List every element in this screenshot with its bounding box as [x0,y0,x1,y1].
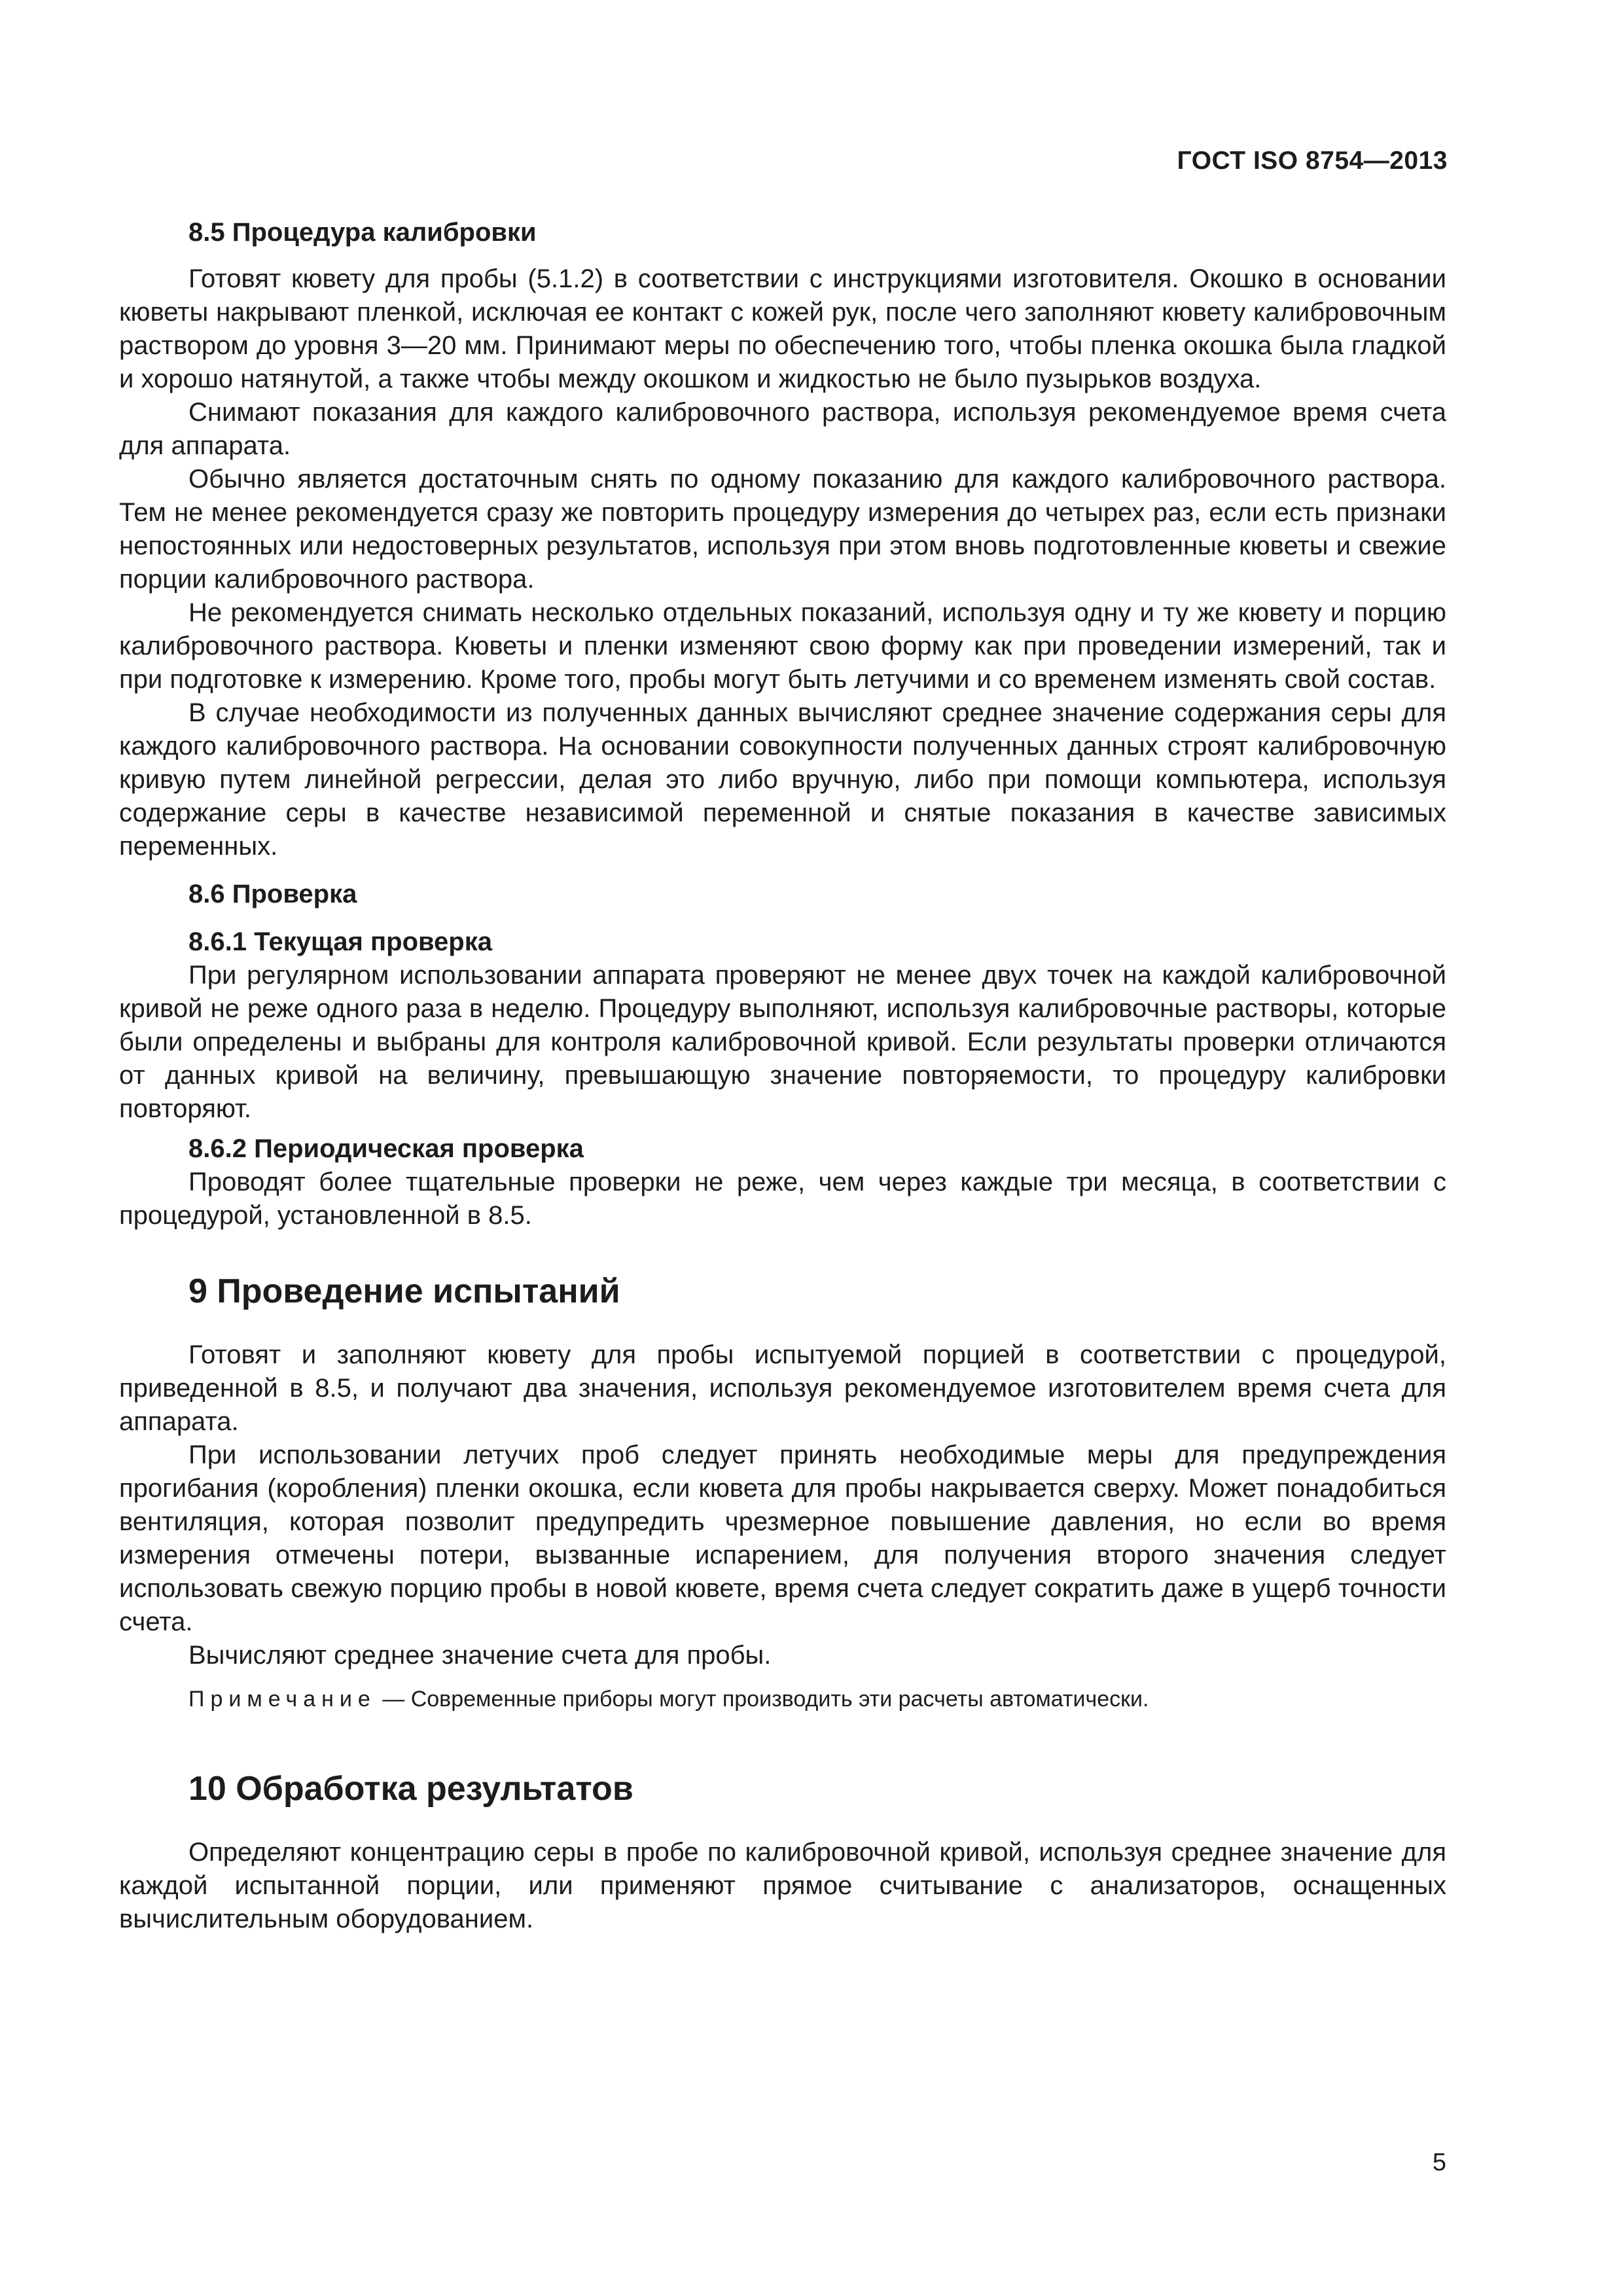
section-8-5-paragraph-1: Готовят кювету для пробы (5.1.2) в соответствии с инструкциями изготовителя. Окошко в основании кюветы накрывают пленкой, исключая ее контакт с кожей рук, после чего заполняют кювету калибровочным раствором до уровня 3—20 мм. Принимают меры по обеспечению того, чтобы пленка окошка была гладкой и хорошо натянутой, а также чтобы между окошком и жидкостью не было пузырьков воздуха. [119,264,1446,393]
section-8-6-1-paragraph: При регулярном использовании аппарата проверяют не менее двух точек на каждой калибровочной кривой не реже одного раза в неделю. Процедуру выполняют, используя калибровочные растворы, которые были определены и выбраны для контроля калибровочной кривой. Если результаты проверки отличаются от данных кривой на величину, превышающую значение повторяемости, то процедуру калибровки повторяют. [119,961,1446,1123]
section-8-6-2-heading: 8.6.2 Периодическая проверка [188,1134,584,1163]
section-10-paragraph: Определяют концентрацию серы в пробе по калибровочной кривой, используя среднее значение для каждой испытанной порции, или применяют прямое считывание с анализаторов, оснащенных вычислительным оборудованием. [119,1838,1446,1933]
section-8-5-paragraph-5: В случае необходимости из полученных данных вычисляют среднее значение содержания серы для каждого калибровочного раствора. На основании совокупности полученных данных строят калибровочную кривую путем линейной регрессии, делая это либо вручную, либо при помощи компьютера, используя содержание серы в качестве независимой переменной и снятые показания в качестве зависимых переменных. [119,698,1446,861]
note-text: — Современные приборы могут производить эти расчеты автоматически. [376,1687,1149,1712]
section-8-5-paragraph-4: Не рекомендуется снимать несколько отдельных показаний, используя одну и ту же кювету и порцию калибровочного раствора. Кюветы и пленки изменяют свою форму как при проведении измерений, так и при подготовке к измерению. Кроме того, пробы могут быть летучими и со временем изменять свой состав. [119,598,1446,694]
section-8-6-heading: 8.6 Проверка [188,880,357,908]
section-8-6-1-heading: 8.6.1 Текущая проверка [188,927,493,956]
section-8-6-2-paragraph: Проводят более тщательные проверки не реже, чем через каждые три месяца, в соответствии с процедурой, установленной в 8.5. [119,1168,1446,1230]
section-9-paragraph-3: Вычисляют среднее значение счета для пробы. [188,1641,772,1670]
document-body [119,216,1446,1936]
section-8-5-paragraph-2: Снимают показания для каждого калибровочного раствора, используя рекомендуемое время счета для аппарата. [119,398,1446,460]
note-label: Примечание [188,1687,376,1712]
document-code-header: ГОСТ ISO 8754—2013 [1177,147,1448,175]
page-number: 5 [1432,2149,1446,2176]
section-10-heading: 10 Обработка результатов [188,1770,633,1808]
section-9-paragraph-1: Готовят и заполняют кювету для пробы испытуемой порцией в соответствии с процедурой, приведенной в 8.5, и получают два значения, используя рекомендуемое изготовителем время счета для аппарата. [119,1340,1446,1436]
section-9-paragraph-2: При использовании летучих проб следует принять необходимые меры для предупреждения прогибания (коробления) пленки окошка, если кювета для пробы накрывается сверху. Может понадобиться вентиляция, которая позволит предупредить чрезмерное повышение давления, но если во время измерения отмечены потери, вызванные испарением, для получения второго значения следует использовать свежую порцию пробы в новой кювете, время счета следует сократить даже в ущерб точности счета. [119,1441,1446,1636]
section-8-5-heading: 8.5 Процедура калибровки [188,218,537,247]
section-9-heading: 9 Проведение испытаний [188,1272,620,1310]
section-9-note [119,1684,1446,1714]
section-8-5-paragraph-3: Обычно является достаточным снять по одному показанию для каждого калибровочного раствора. Тем не менее рекомендуется сразу же повторить процедуру измерения до четырех раз, если есть признаки непостоянных или недостоверных результатов, используя при этом вновь подготовленные кюветы и свежие порции калибровочного раствора. [119,465,1446,594]
